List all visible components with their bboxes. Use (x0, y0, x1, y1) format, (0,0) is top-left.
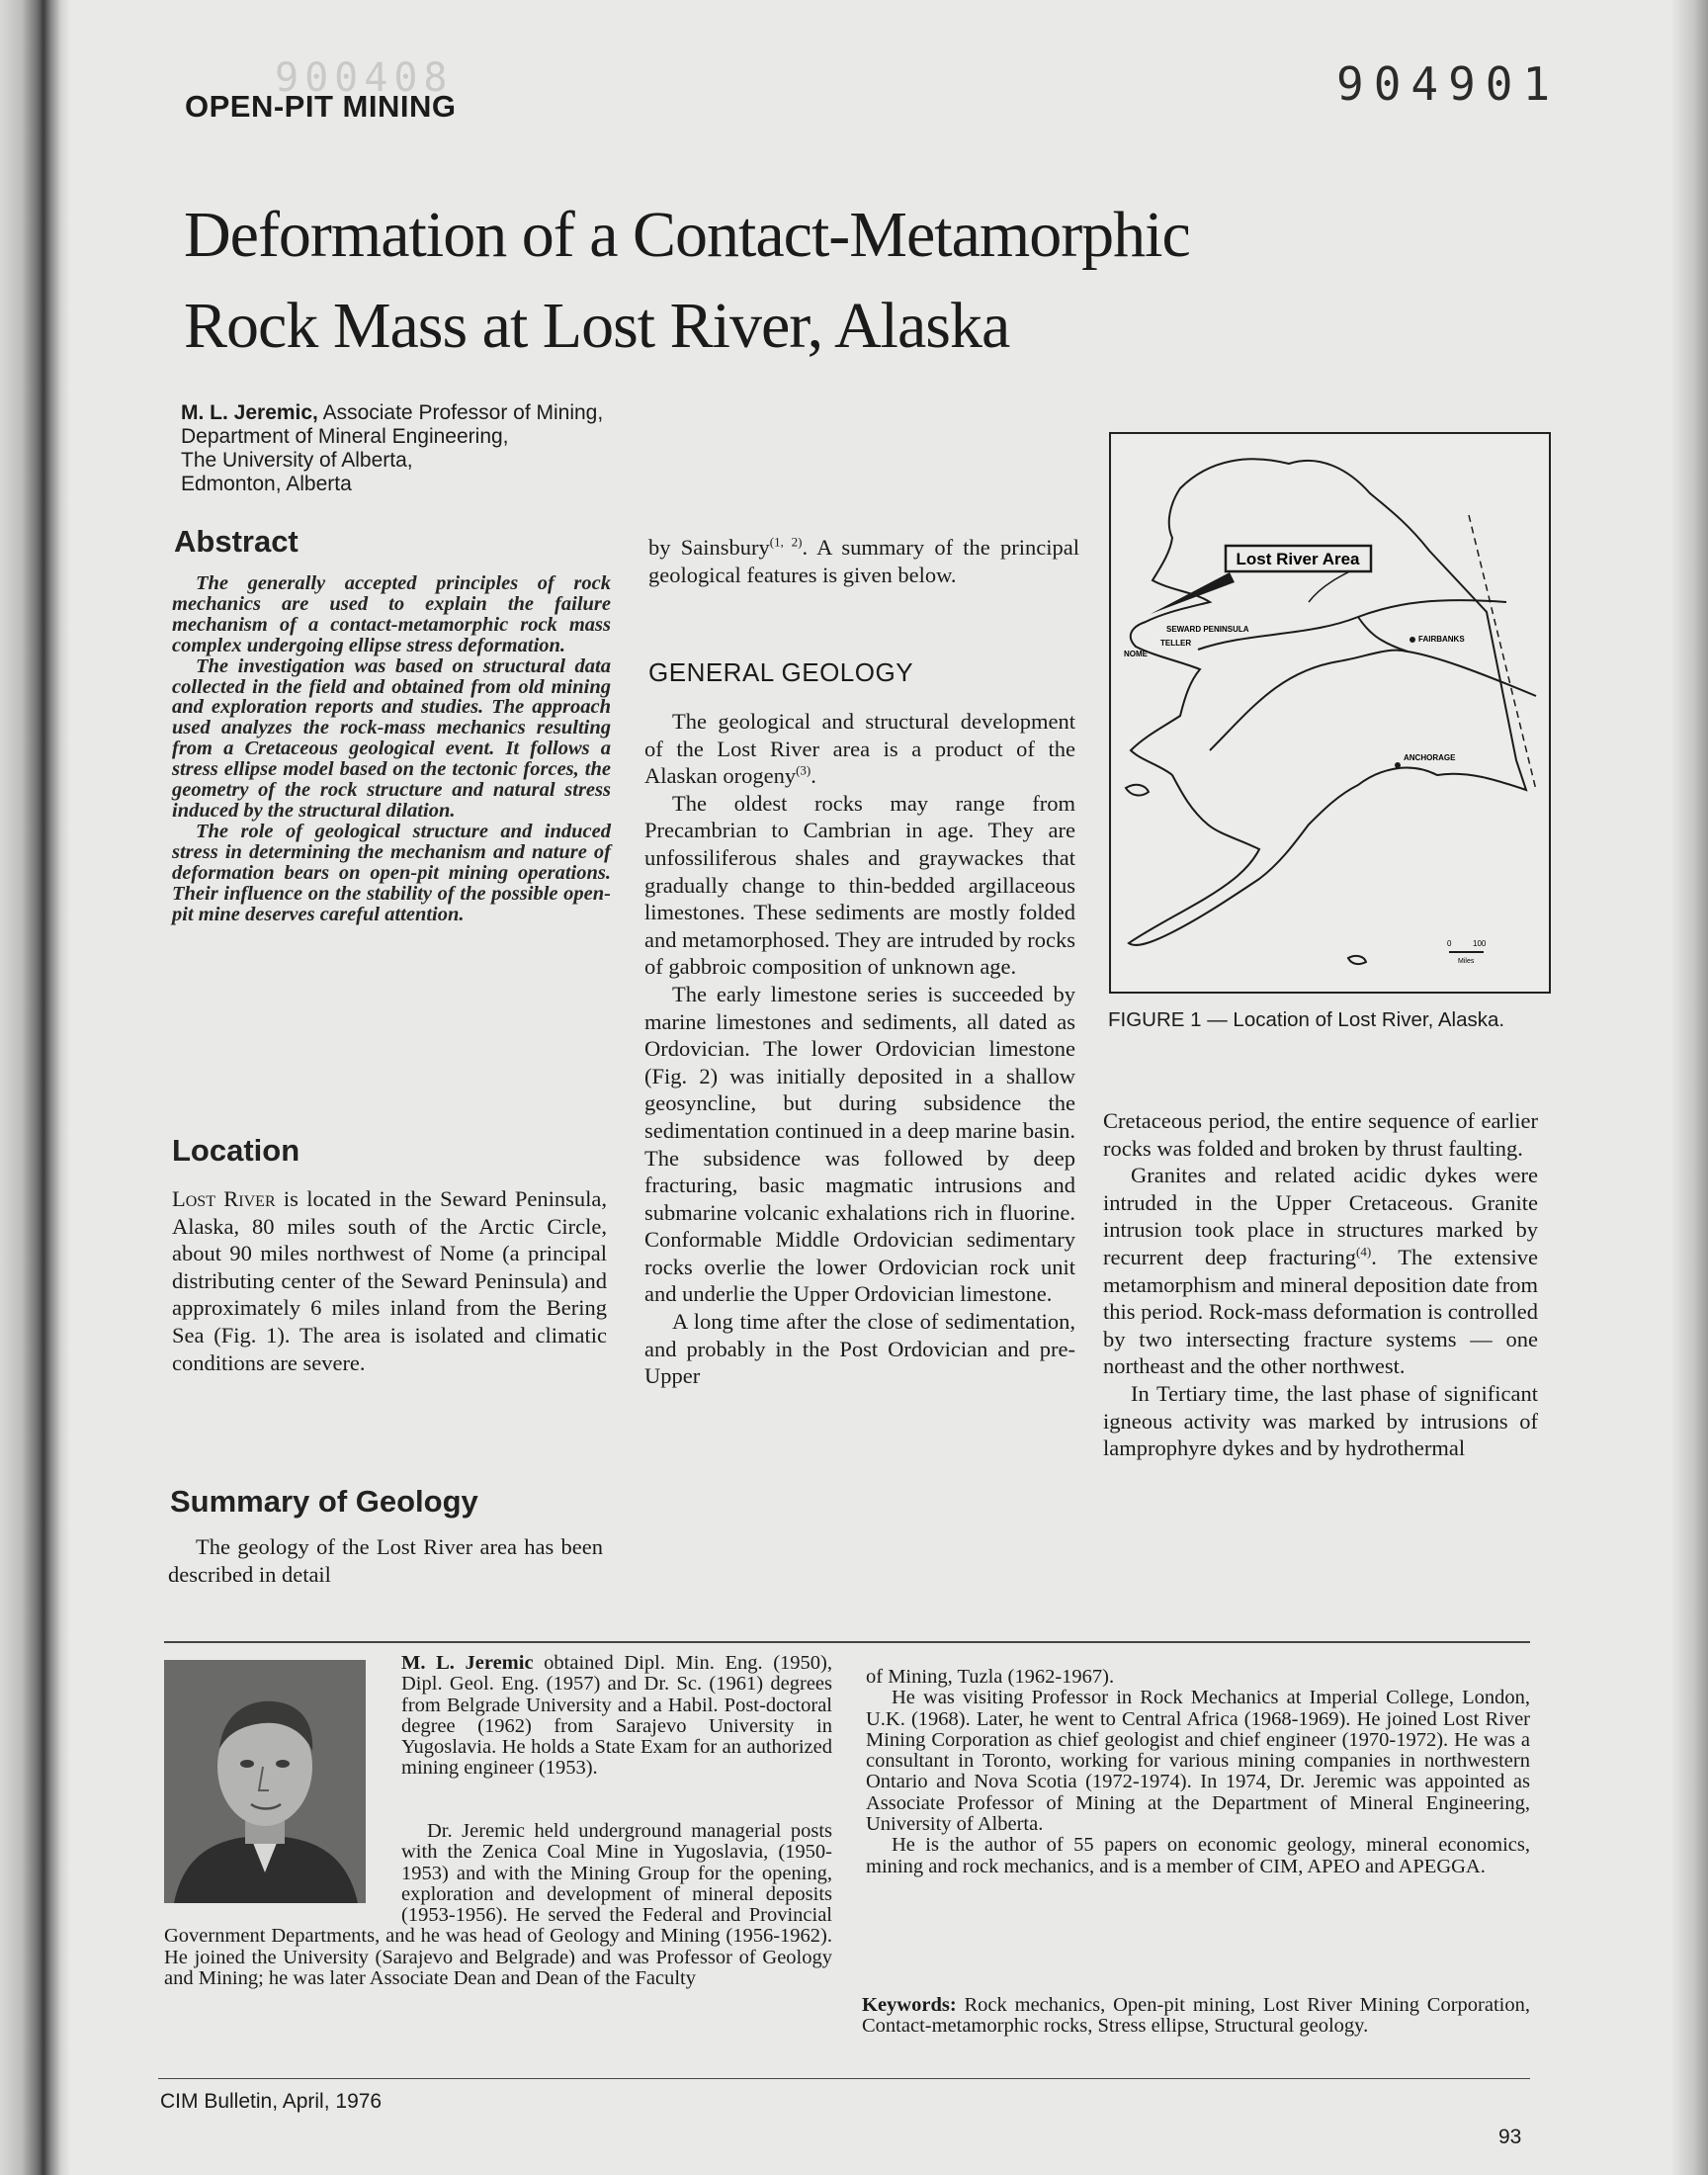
bio-column-1-top (401, 1653, 832, 1780)
river (1358, 617, 1536, 696)
reference-mark: (4) (1356, 1244, 1372, 1260)
bio-paragraph: Dr. Jeremic held underground managerial posts with the Zenica Coal Mine in Yugoslavia, (1950-1953) and with the Mining Group for the opening, exploration and development of mineral deposits (1953-1956). He served the Federal and Provincial Government Departments, and he was head of Geology and Mining (1956-1962). He joined the University (Sarajevo and Belgrade) and was Professor of Geology and Mining; he was later Associate Dean and Dean of the Faculty (164, 1820, 832, 1990)
article-title (184, 190, 1409, 372)
coastline (1129, 459, 1526, 945)
footer-rule (158, 2078, 1530, 2079)
paragraph: Cretaceous period, the entire sequence of earlier rocks was folded and broken by thrust faulting. (1103, 1108, 1538, 1161)
paragraph-text: Granites and related acidic dykes were intruded in the Upper Cretaceous. Granite intrusion took place in structures marked by recurrent deep fracturing (1103, 1163, 1538, 1269)
photo-spacer (164, 1821, 401, 1906)
paragraph: In Tertiary time, the last phase of significant igneous activity was marked by intrusions of lamprophyre dykes and by hydrothermal (1103, 1380, 1538, 1461)
scale-unit: Miles (1458, 958, 1475, 965)
bio-separator (164, 1641, 1530, 1643)
border-line (1469, 515, 1536, 790)
column-2-intro (648, 534, 1079, 588)
column-2-body (644, 708, 1075, 1390)
anchorage-marker (1395, 762, 1401, 768)
paragraph: The early limestone series is succeeded by marine limestones and sediments, all dated as Ordovician. The lower Ordovician limestone (Fig. 2) was initially deposited in a shallow geosyncline, but during subsidence the sedimentation continued in a deep marine basin. The subsidence was followed by deep fracturing, basic magmatic intrusions and submarine volcanic exhalations rich in fluorine. Conformable Middle Ordovician sedimentary rocks overlie the lower Ordovician rock unit and underlie the Upper Ordovician limestone. (644, 981, 1075, 1307)
reference-mark: (3) (796, 762, 811, 778)
bio-author-name: M. L. Jeremic (401, 1652, 534, 1674)
nome-label: NOME (1124, 650, 1148, 658)
bio-paragraph: He is the author of 55 papers on economic geology, mineral economics, mining and rock mechanics, and is a member of CIM, APEO and APEGGA. (866, 1834, 1530, 1877)
bio-text: obtained Dipl. Min. Eng. (1950), Dipl. Geol. Eng. (1957) and Dr. Sc. (1961) degrees from Belgrade University and a Habil. Post-doctoral degree (1962) from Sarajevo University in Yugoslavia. He holds a State Exam for an authorized mining engineer (1953). (401, 1652, 832, 1780)
page-number: 93 (1498, 2126, 1522, 2148)
teller-label: TELLER (1160, 639, 1192, 648)
anchorage-label: ANCHORAGE (1404, 753, 1456, 762)
paragraph-text: . (811, 763, 816, 789)
author-city: Edmonton, Alberta (181, 473, 352, 495)
summary-heading: Summary of Geology (170, 1484, 478, 1519)
location-map (1109, 432, 1551, 994)
abstract-paragraph: The generally accepted principles of rock mechanics are used to explain the failure mechanism of a contact-metamorphic rock mass complex undergoing ellipse stress deformation. (172, 572, 611, 656)
reference-mark: (1, 2) (769, 534, 803, 550)
keywords-label: Keywords: (862, 1994, 957, 2016)
journal-citation: CIM Bulletin, April, 1976 (160, 2090, 383, 2113)
paragraph-text: . The extensive metamorphism and mineral deposition date from this period. Rock-mass deformation is controlled by two intersecting fracture systems — one northeast and the other northwest. (1103, 1244, 1538, 1379)
author-university: The University of Alberta, (181, 449, 413, 472)
author-role: Associate Professor of Mining, (317, 401, 604, 424)
scale-zero: 0 (1447, 939, 1452, 948)
summary-body (168, 1533, 603, 1588)
section-heading: OPEN-PIT MINING (185, 89, 457, 124)
stamp-number: 904901 (1336, 57, 1561, 111)
location-pointer (1151, 572, 1235, 614)
bio-paragraph: of Mining, Tuzla (1962-1967). (866, 1666, 1115, 1688)
fairbanks-label: FAIRBANKS (1418, 635, 1465, 644)
abstract-body (172, 573, 611, 924)
scale-hundred: 100 (1473, 939, 1487, 948)
keywords-block (862, 1995, 1530, 2038)
bio-column-1-wrap (164, 1821, 832, 1989)
faint-stamp-number: 900408 (275, 55, 454, 101)
scan-left-edge (0, 0, 69, 2175)
abstract-paragraph: The role of geological structure and induced stress in determining the mechanism and nature of deformation bears on open-pit mining operations. Their influence on the stability of the possible open-pit mine deserves careful attention. (172, 820, 611, 925)
keywords-text: Rock mechanics, Open-pit mining, Lost River Mining Corporation, Contact-metamorphic rocks, Stress ellipse, Structural geology. (862, 1994, 1530, 2038)
author-block (181, 401, 734, 496)
abstract-paragraph: The investigation was based on structural data collected in the field and obtained from old mining and exploration reports and studies. The approach used analyzes the rock-mass mechanics resulting from a Cretaceous geological event. It follows a stress ellipse model based on the tectonic forces, the geometry of the rock structure and natural stress induced by the structural dilation. (172, 654, 611, 822)
seward-peninsula-label: SEWARD PENINSULA (1166, 625, 1249, 634)
paragraph: The oldest rocks may range from Precambrian to Cambrian in age. They are unfossiliferous shales and graywackes that gradually change to thin-bedded argillaceous limestones. These sediments are mostly folded and metamorphosed. They are intruded by rocks of gabbroic composition of unknown age. (644, 790, 1075, 980)
figure-caption: FIGURE 1 — Location of Lost River, Alaska. (1108, 1008, 1505, 1031)
location-text: is located in the Seward Peninsula, Alaska, 80 miles south of the Arctic Circle, about 90 miles northwest of Nome (a principal distributing center of the Seward Peninsula) and approximately 6 miles inland from the Bering Sea (Fig. 1). The area is isolated and climatic conditions are severe. (172, 1186, 608, 1375)
fairbanks-marker (1409, 637, 1415, 643)
alaska-map (1111, 434, 1549, 992)
paragraph-text: The geological and structural development of the Lost River area is a product of the Alaskan orogeny (644, 709, 1075, 789)
island (1126, 785, 1149, 796)
location-heading: Location (172, 1133, 300, 1168)
scan-right-edge (1672, 0, 1708, 2175)
paragraph: A long time after the close of sedimentation, and probably in the Post Ordovician and pre-Upper (644, 1309, 1075, 1389)
river (1210, 651, 1408, 750)
intro-text: by Sainsbury (648, 535, 770, 560)
title-line-2: Rock Mass at Lost River, Alaska (184, 290, 1010, 362)
intro-text: . A summary of the principal geological features is given below. (648, 535, 1079, 587)
general-geology-heading: GENERAL GEOLOGY (648, 657, 914, 687)
column-3-body (1103, 1107, 1538, 1462)
lost-river-label: Lost River Area (1236, 550, 1360, 568)
location-lead: Lost River (172, 1186, 276, 1211)
bio-column-2 (866, 1667, 1530, 1877)
abstract-heading: Abstract (174, 524, 299, 559)
bio-paragraph: He was visiting Professor in Rock Mechanics at Imperial College, London, U.K. (1968). Later, he went to Central Africa (1968-1969). He joined Lost River Mining Corporation as chief geologist and chief engineer (1970-1972). He was a consultant in Toronto, working for various mining companies in northwestern Ontario and Nova Scotia (1972-1974). In 1974, Dr. Jeremic was appointed as Associate Professor of Mining at the Department of Mineral Engineering, University of Alberta. (866, 1687, 1530, 1836)
island (1348, 956, 1366, 964)
author-name: M. L. Jeremic, (181, 401, 318, 424)
location-body (172, 1185, 607, 1376)
title-line-1: Deformation of a Contact-Metamorphic (184, 199, 1190, 271)
author-dept: Department of Mineral Engineering, (181, 425, 509, 448)
summary-text: The geology of the Lost River area has been described in detail (168, 1534, 603, 1587)
